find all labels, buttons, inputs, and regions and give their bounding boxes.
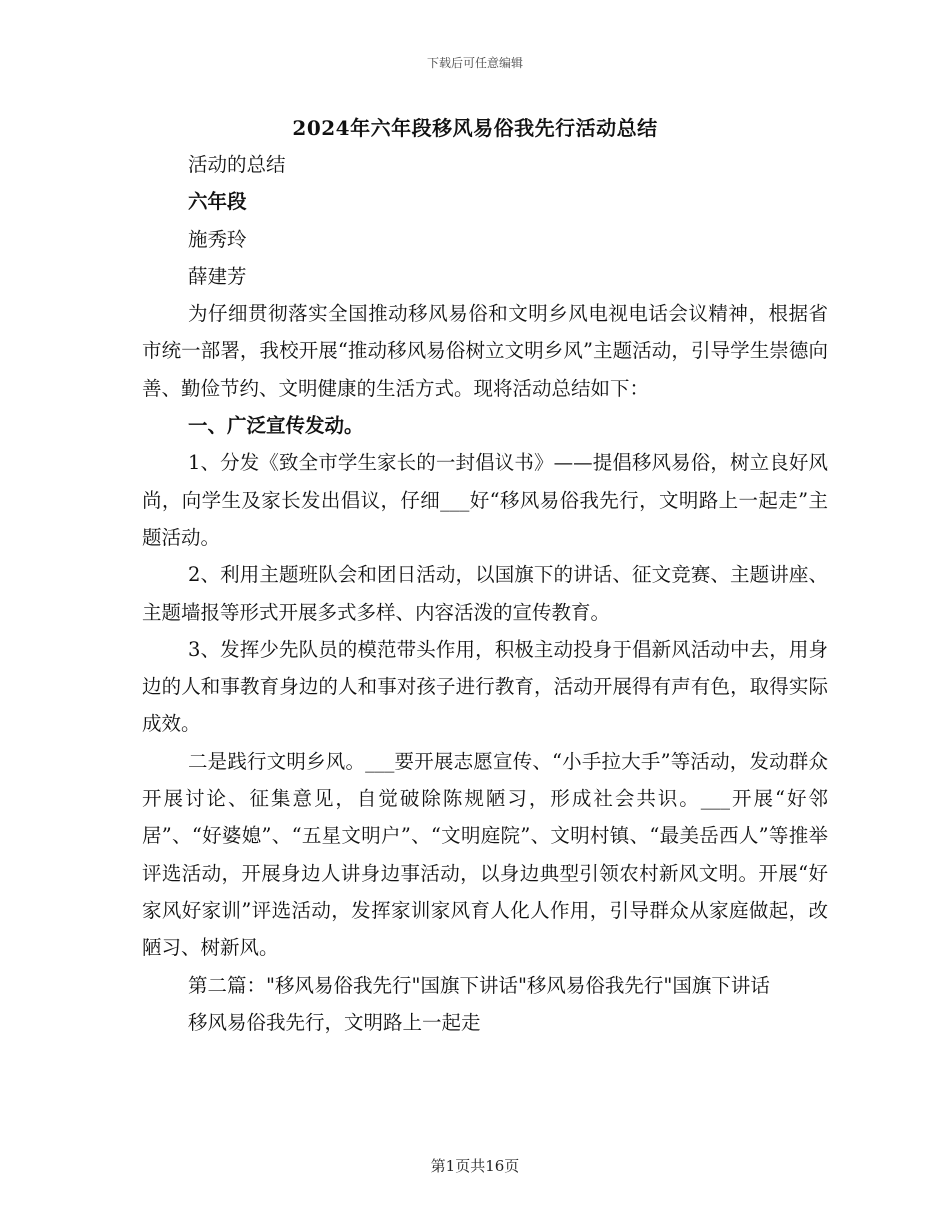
section-heading-1: 一、广泛宣传发动。 [188,414,364,438]
paragraph-item-3: 3、发挥少先队员的模范带头作用，积极主动投身于倡新风活动中去，用身边的人和事教育身边的人和事对孩子进行教育，活动开展得有声有色，取得实际成效。 [142,637,828,736]
paragraph-item-1: 1、分发《致全市学生家长的一封倡议书》——提倡移风易俗，树立良好风尚，向学生及家长发出倡议，仔细___好“移风易俗我先行，文明路上一起走”主题活动。 [142,451,828,549]
document-title: 2024年六年段移风易俗我先行活动总结 [292,116,658,140]
header-note: 下载后可任意编辑 [426,56,523,70]
page-number-footer: 第1页共16页 [430,1157,520,1175]
document-body [142,146,828,1041]
paragraph-author-2: 薛建芳 [188,264,247,288]
paragraph-slogan: 移风易俗我先行，文明路上一起走 [188,1010,481,1034]
paragraph-subtitle: 活动的总结 [188,153,286,176]
paragraph-grade: 六年段 [188,190,247,214]
paragraph-section-2: 二是践行文明乡风。___要开展志愿宣传、“小手拉大手”等活动，发动群众开展讨论、征集意见，自觉破除陈规陋习，形成社会共识。___开展“好邻居”、“好婆媳”、“五星文明户”、“文明庭院”、文明村镇、“最美岳西人”等推举评选活动，开展身边人讲身边事活动，以身边典型引领农村新风文明。开展“好家风好家训”评选活动，发挥家训家风育人化人作用，引导群众从家庭做起，改陋习、树新风。 [142,749,828,960]
paragraph-second-article: 第二篇："移风易俗我先行"国旗下讲话"移风易俗我先行"国旗下讲话 [188,973,770,997]
paragraph-author-1: 施秀玲 [188,227,247,251]
paragraph-item-2: 2、利用主题班队会和团日活动，以国旗下的讲话、征文竞赛、主题讲座、主题墙报等形式开展多式多样、内容活泼的宣传教育。 [142,563,828,624]
paragraph-intro: 为仔细贯彻落实全国推动移风易俗和文明乡风电视电话会议精神，根据省市统一部署，我校开展“推动移风易俗树立文明乡风”主题活动，引导学生崇德向善、勤俭节约、文明健康的生活方式。现将活动总结如下： [142,302,828,400]
